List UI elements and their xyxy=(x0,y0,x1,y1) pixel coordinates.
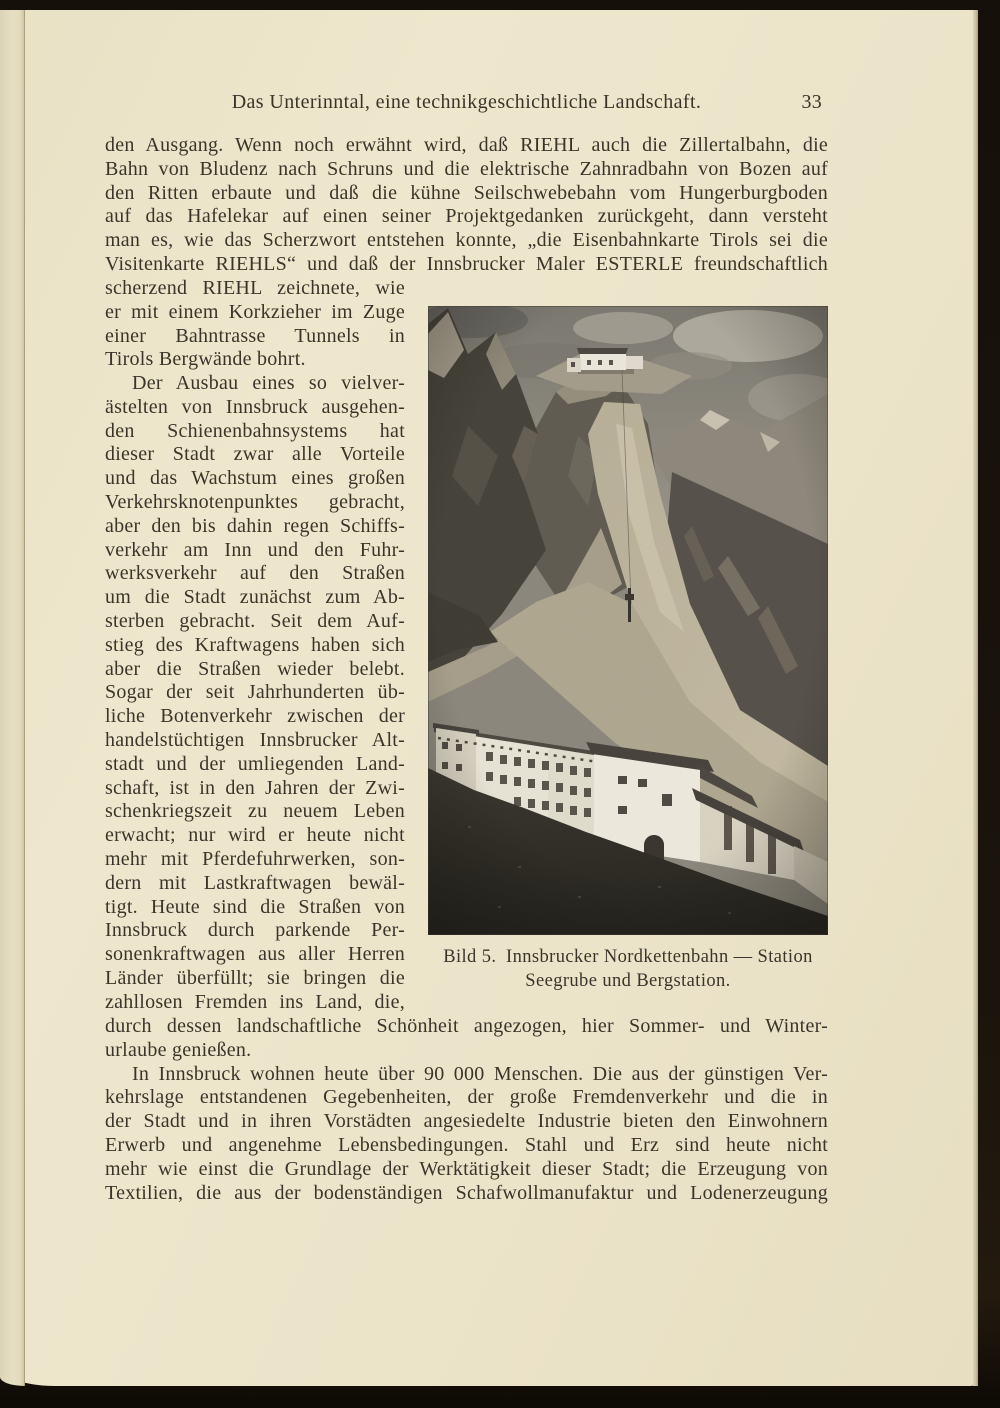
text-line: Länder überfüllt; sie bringen die xyxy=(105,966,405,989)
text-line: und das Wachstum eines großen xyxy=(105,467,405,490)
intro-paragraph xyxy=(105,134,828,277)
text-line: schaft, ist in den Jahren der Zwi- xyxy=(105,776,405,799)
text-line: verkehr am Inn und den Fuhr- xyxy=(105,538,405,561)
text-line: schenkriegszeit zu neuem Leben xyxy=(105,800,405,823)
text-line: ästelten von Innsbruck ausgehen- xyxy=(105,395,405,418)
figure-caption-line1: Bild 5. Innsbrucker Nordkettenbahn — Station xyxy=(443,947,813,967)
page-gutter-crease xyxy=(0,10,25,1386)
text-line: stadt und der umliegenden Land- xyxy=(105,752,405,775)
running-header xyxy=(105,91,828,121)
text-line: er mit einem Korkzieher im Zuge xyxy=(105,300,405,323)
text-line: tigt. Heute sind die Straßen von xyxy=(105,895,405,918)
text-line: man es, wie das Scherzwort entstehen konnte, „die Eisenbahnkarte Tirols sei die xyxy=(105,229,828,252)
text-line: zahllosen Fremden ins Land, die, xyxy=(105,990,405,1013)
text-line: Tirols Bergwände bohrt. xyxy=(105,348,306,371)
text-line: sonenkraftwagen aus aller Herren xyxy=(105,943,405,966)
text-line: erwacht; nur wird er heute nicht xyxy=(105,824,405,847)
text-line: dern mit Lastkraftwagen bewäl- xyxy=(105,871,405,894)
text-line: der Stadt und in ihren Vorstädten angesiedelte Industrie bieten den Einwohnern xyxy=(105,1110,828,1133)
text-line: den Ausgang. Wenn noch erwähnt wird, daß RIEHL auch die Zillertalbahn, die xyxy=(105,134,828,156)
text-line: kehrslage entstandenen Gegebenheiten, der große Fremdenverkehr und die in xyxy=(105,1086,828,1109)
text-line: scherzend RIEHL zeichnete, wie xyxy=(105,277,405,299)
text-line: handelstüchtigen Innsbrucker Alt- xyxy=(105,728,405,751)
text-line: den Schienenbahnsystems hat xyxy=(105,419,405,442)
text-line: liche Botenverkehr zwischen der xyxy=(105,705,405,728)
final-paragraph xyxy=(105,1063,828,1206)
text-line: Der Ausbau eines so vielver- xyxy=(132,372,405,394)
text-line: den Ritten erbaute und daß die kühne Seilschwebebahn vom Hungerburgboden xyxy=(105,181,828,204)
running-header-title: Das Unterinntal, eine technikgeschichtliche Landschaft. xyxy=(231,91,702,113)
text-line: Visitenkarte RIEHLS“ und daß der Innsbrucker Maler ESTERLE freundschaftlich xyxy=(105,252,828,275)
text-line: auf das Hafelekar auf einen seiner Projektgedanken zurückgeht, dann versteht xyxy=(105,205,828,228)
text-line: werksverkehr auf den Straßen xyxy=(105,562,405,585)
text-line: aber den bis dahin regen Schiffs- xyxy=(105,514,405,537)
text-line: In Innsbruck wohnen heute über 90 000 Menschen. Die aus der günstigen Ver- xyxy=(132,1062,828,1085)
page-edge-stack xyxy=(973,10,978,1386)
figure-caption xyxy=(428,946,828,993)
text-line: Bahn von Bludenz nach Schruns und die elektrische Zahnradbahn von Bozen auf xyxy=(105,157,828,180)
book-page xyxy=(0,10,978,1386)
text-line: aber die Straßen wieder belebt. xyxy=(105,657,405,680)
figure-caption-line2: Seegrube und Bergstation. xyxy=(525,970,731,991)
text-line: Innsbruck durch parkende Per- xyxy=(105,919,405,942)
text-line: mehr mit Pferdefuhrwerken, son- xyxy=(105,847,405,870)
text-line: durch dessen landschaftliche Schönheit angezogen, hier Sommer- und Winter- xyxy=(105,1015,828,1037)
figure-photo xyxy=(428,306,828,935)
left-column-paragraph-end xyxy=(105,277,405,372)
text-line: Sogar der seit Jahrhunderten üb- xyxy=(105,681,405,704)
text-line: urlaube genießen. xyxy=(105,1038,252,1061)
text-line: sterben gebracht. Seit dem Auf- xyxy=(105,609,405,632)
text-line: mehr wie einst die Grundlage der Werktätigkeit dieser Stadt; die Erzeugung von xyxy=(105,1157,828,1180)
text-line: Verkehrsknotenpunktes gebracht, xyxy=(105,490,405,513)
text-line: um die Stadt zunächst zum Ab- xyxy=(105,586,405,609)
page-number: 33 xyxy=(801,91,822,113)
text-line: dieser Stadt zwar alle Vorteile xyxy=(105,443,405,466)
left-column-paragraph xyxy=(105,372,405,1015)
continuation-paragraph xyxy=(105,1015,828,1063)
text-line: stieg des Kraftwagens haben sich xyxy=(105,633,405,656)
text-line: einer Bahntrasse Tunnels in xyxy=(105,324,405,347)
text-line: Erwerb und angenehme Lebensbedingungen. Stahl und Erz sind heute nicht xyxy=(105,1133,828,1156)
photo-vignette xyxy=(428,306,828,935)
text-line: Textilien, die aus der bodenständigen Schafwollmanufaktur und Lodenerzeugung xyxy=(105,1181,828,1204)
